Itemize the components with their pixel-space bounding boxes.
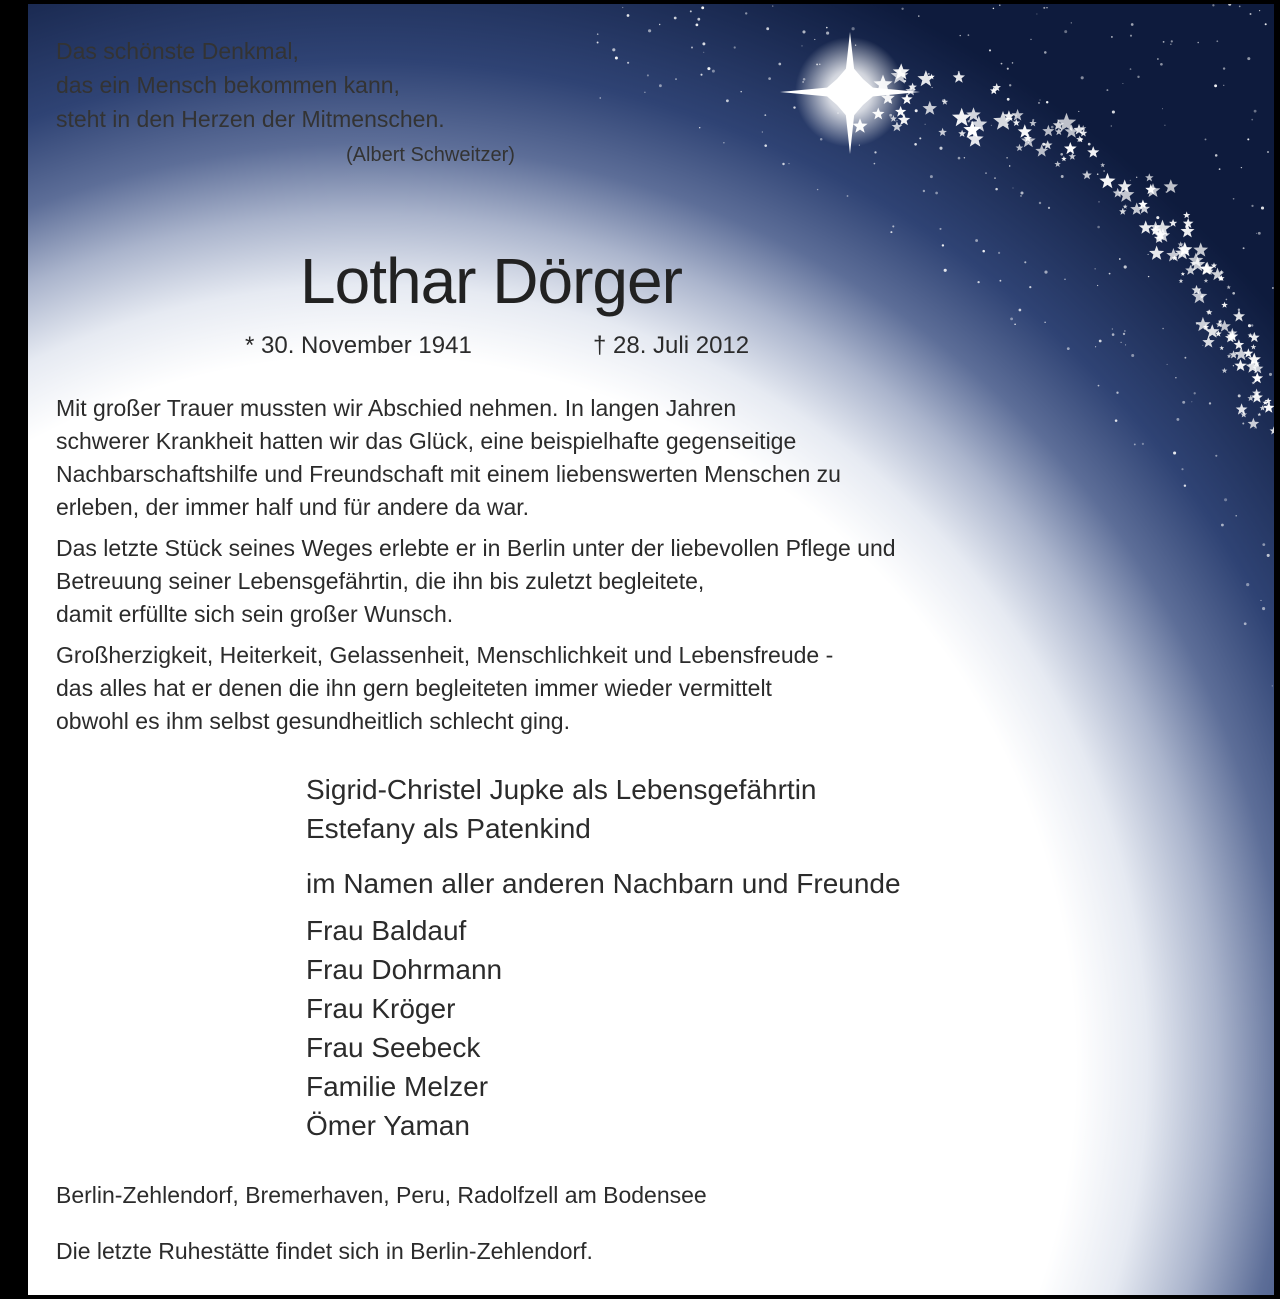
quote-line: das ein Mensch bekommen kann,	[56, 72, 400, 98]
deceased-name: Lothar Dörger	[300, 245, 682, 317]
birth-date: * 30. November 1941	[245, 332, 472, 359]
mourner-neighbor: Frau Kröger	[306, 993, 456, 1024]
mourner-neighbor: Familie Melzer	[306, 1071, 489, 1102]
text-line: erleben, der immer half und für andere da war.	[56, 494, 530, 520]
text-line: obwohl es ihm selbst gesundheitlich schlecht ging.	[56, 708, 570, 734]
text-line: damit erfüllte sich sein großer Wunsch.	[56, 601, 454, 627]
text-line: Nachbarschaftshilfe und Freundschaft mit einem liebenswerten Menschen zu	[56, 461, 841, 487]
mourners-list	[306, 770, 901, 1145]
text-line: schwerer Krankheit hatten wir das Glück, eine beispielhafte gegenseitige	[56, 428, 797, 454]
obituary-notice	[28, 4, 1274, 1295]
quote-line: steht in den Herzen der Mitmenschen.	[56, 106, 445, 132]
on-behalf-line: im Namen aller anderen Nachbarn und Freunde	[306, 868, 901, 899]
mourner-neighbor: Frau Dohrmann	[306, 954, 503, 985]
places-line: Berlin-Zehlendorf, Bremerhaven, Peru, Radolfzell am Bodensee	[56, 1182, 707, 1208]
text-line: das alles hat er denen die ihn gern begleiteten immer wieder vermittelt	[56, 675, 772, 701]
text-line: Betreuung seiner Lebensgefährtin, die ihn bis zuletzt begleitete,	[56, 568, 705, 594]
memorial-quote	[56, 34, 445, 136]
mourner-family: Estefany als Patenkind	[306, 813, 591, 844]
mourner-family: Sigrid-Christel Jupke als Lebensgefährtin	[306, 774, 817, 805]
mourner-neighbor: Ömer Yaman	[306, 1110, 470, 1141]
tribute-text	[56, 392, 1136, 746]
mourner-neighbor: Frau Baldauf	[306, 915, 467, 946]
tribute-paragraph	[56, 532, 1136, 631]
text-line: Mit großer Trauer mussten wir Abschied nehmen. In langen Jahren	[56, 395, 737, 421]
text-line: Das letzte Stück seines Weges erlebte er in Berlin unter der liebevollen Pflege und	[56, 535, 896, 561]
resting-place: Die letzte Ruhestätte findet sich in Berlin-Zehlendorf.	[56, 1238, 593, 1264]
text-line: Großherzigkeit, Heiterkeit, Gelassenheit, Menschlichkeit und Lebensfreude -	[56, 642, 834, 668]
quote-author: (Albert Schweitzer)	[346, 144, 515, 166]
quote-line: Das schönste Denkmal,	[56, 38, 299, 64]
notice-content	[28, 4, 1274, 1295]
mourner-neighbor: Frau Seebeck	[306, 1032, 481, 1063]
death-date: † 28. Juli 2012	[593, 332, 750, 359]
tribute-paragraph	[56, 392, 1136, 524]
tribute-paragraph	[56, 639, 1136, 738]
